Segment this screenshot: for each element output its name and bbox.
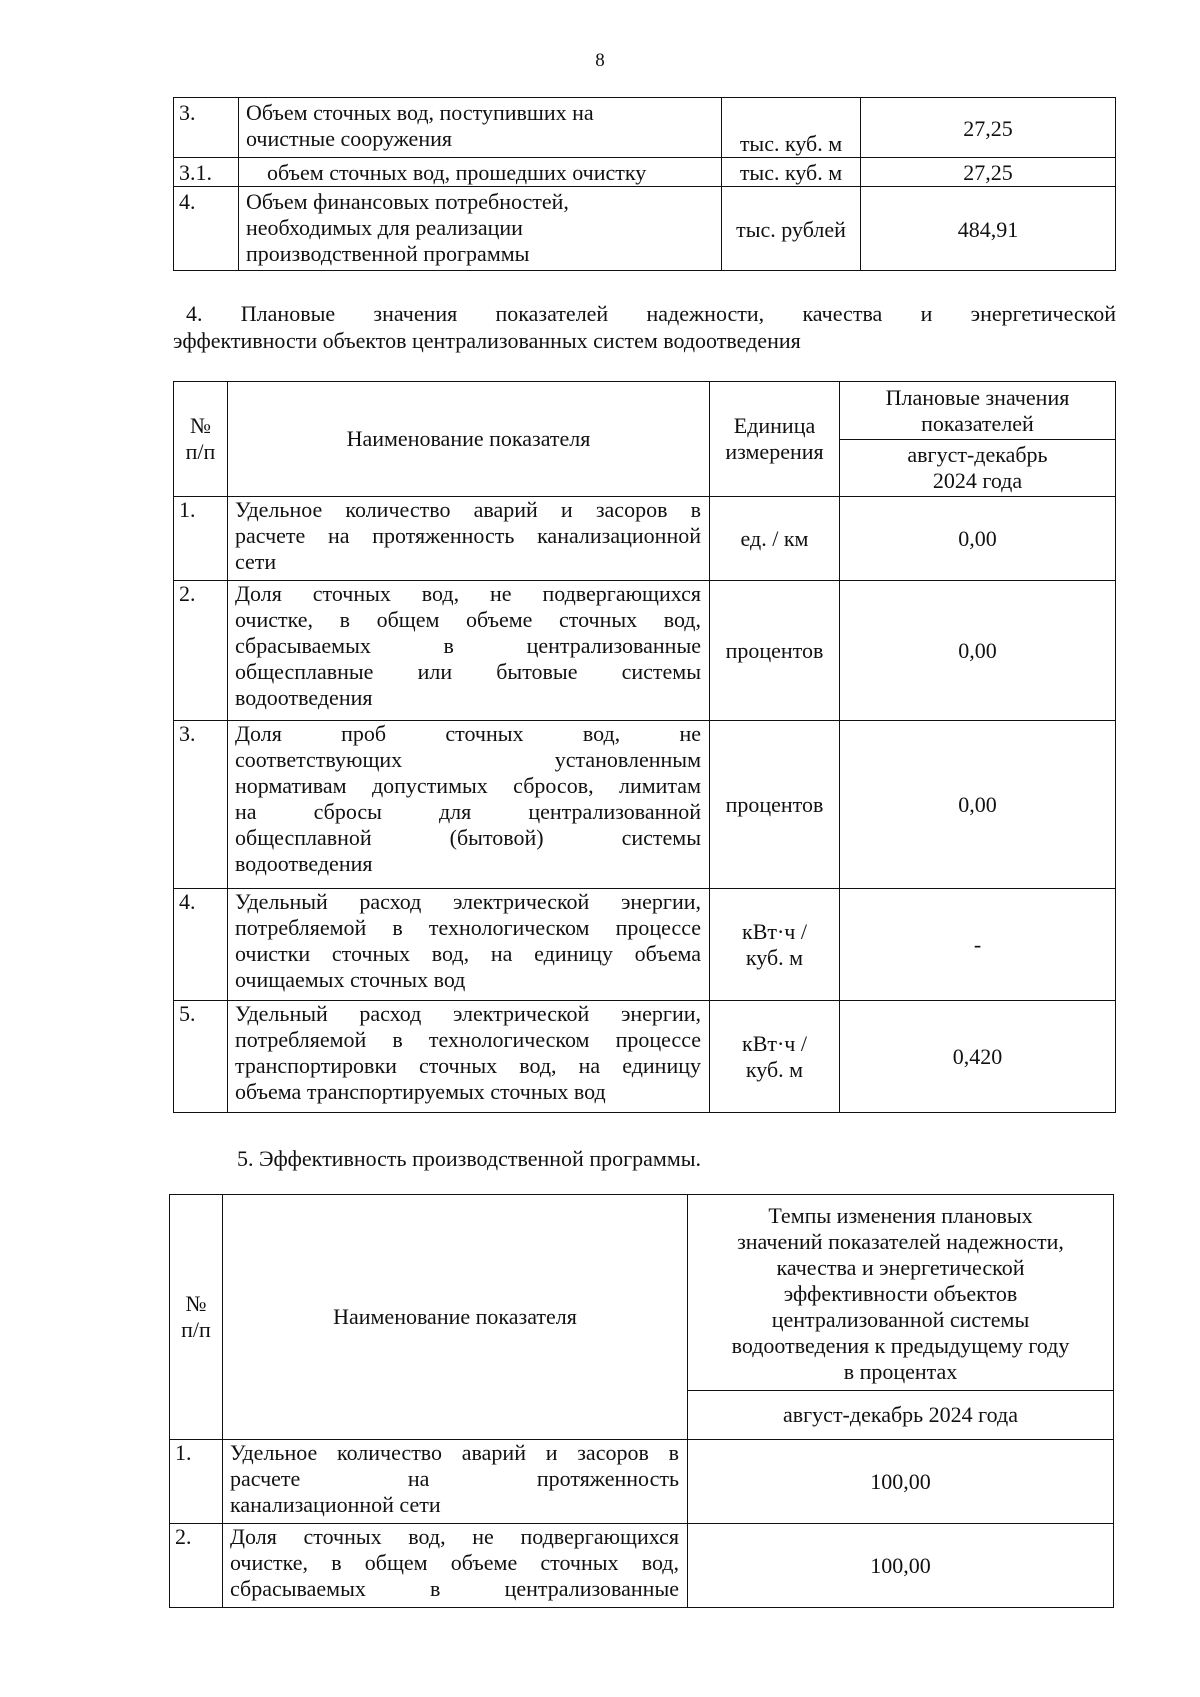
page-number: 8 <box>595 50 605 71</box>
row-name <box>239 158 722 187</box>
header-name: Наименование показателя <box>228 382 710 497</box>
row-value: 0,00 <box>840 497 1116 581</box>
row-name <box>228 889 710 1001</box>
row-number: 3.1. <box>174 158 239 187</box>
row-value: 0,00 <box>840 581 1116 721</box>
reliability-indicators-table <box>173 381 1116 1113</box>
row-name-line: Доля проб сточных вод, не <box>235 721 701 746</box>
row-name <box>239 98 722 158</box>
row-value: 100,00 <box>688 1524 1114 1608</box>
row-unit-line: кВт·ч / <box>742 918 807 944</box>
row-name-line: Удельный расход электрической энергии, <box>235 1001 701 1026</box>
header-period-line: 2024 года <box>932 468 1023 493</box>
production-program-table-continued <box>173 97 1116 271</box>
table-row <box>174 98 1116 158</box>
row-name-line: Объем финансовых потребностей, <box>246 189 569 214</box>
header-num-line: п/п <box>181 1317 211 1342</box>
row-number: 1. <box>174 497 228 581</box>
row-name-line: очищаемых сточных вод <box>235 967 466 992</box>
row-value: - <box>840 889 1116 1001</box>
header-rate-line: в процентах <box>843 1358 958 1384</box>
header-unit-line: Единица <box>733 413 816 438</box>
row-name <box>239 187 722 271</box>
header-period <box>840 440 1116 497</box>
row-name <box>223 1524 688 1608</box>
row-unit: ед. / км <box>710 497 840 581</box>
header-period-line: август-декабрь <box>907 442 1048 467</box>
row-value: 0,00 <box>840 721 1116 889</box>
row-number: 3. <box>174 98 239 158</box>
row-name <box>228 1001 710 1113</box>
row-name-line: общесплавной (бытовой) системы <box>235 825 701 850</box>
row-name <box>228 581 710 721</box>
row-unit-line: куб. м <box>745 1056 804 1082</box>
row-name-line: очистные сооружения <box>246 126 452 151</box>
row-unit: процентов <box>710 721 840 889</box>
row-name-line: очистке, в общем объеме сточных вод, <box>235 607 701 632</box>
row-number: 5. <box>174 1001 228 1113</box>
row-name-line: водоотведения <box>235 685 373 710</box>
table-header-row <box>170 1195 1114 1391</box>
table-row <box>174 1001 1116 1113</box>
header-name: Наименование показателя <box>223 1195 688 1440</box>
table-row <box>170 1440 1114 1524</box>
row-name-line: сбрасываемых в централизованные <box>235 633 701 658</box>
row-unit: тыс. куб. м <box>722 158 861 187</box>
row-unit-line: кВт·ч / <box>742 1030 807 1056</box>
row-number: 4. <box>174 187 239 271</box>
table-row <box>174 158 1116 187</box>
section-5-heading: 5. Эффективность производственной программы. <box>237 1146 702 1171</box>
table-header-row <box>174 382 1116 440</box>
row-name-line: расчете на протяженность <box>230 1466 679 1491</box>
row-number: 2. <box>170 1524 223 1608</box>
header-period: август-декабрь 2024 года <box>688 1391 1114 1440</box>
row-unit <box>710 1001 840 1113</box>
row-value: 0,420 <box>840 1001 1116 1113</box>
row-name-line: Доля сточных вод, не подвергающихся <box>235 581 701 606</box>
row-unit: тыс. куб. м <box>722 98 861 158</box>
row-unit <box>710 889 840 1001</box>
row-name-line: общесплавные или бытовые системы <box>235 659 701 684</box>
row-name <box>223 1440 688 1524</box>
header-rate-line: Темпы изменения плановых <box>768 1202 1033 1228</box>
row-name-line: объем сточных вод, прошедших очистку <box>267 160 647 185</box>
table-row <box>174 721 1116 889</box>
row-number: 4. <box>174 889 228 1001</box>
row-name-line: Удельный расход электрической энергии, <box>235 889 701 914</box>
row-name-line: на сбросы для централизованной <box>235 799 701 824</box>
row-name-line: нормативам допустимых сбросов, лимитам <box>235 773 701 798</box>
efficiency-table <box>169 1194 1114 1608</box>
row-name <box>228 497 710 581</box>
header-num <box>174 382 228 497</box>
header-rate-line: водоотведения к предыдущему году <box>731 1332 1070 1358</box>
header-num-line: № <box>185 1291 207 1316</box>
row-name-line: транспортировки сточных вод, на единицу <box>235 1053 701 1078</box>
row-name-line: очистке, в общем объеме сточных вод, <box>230 1550 679 1575</box>
row-name-line: канализационной сети <box>230 1492 441 1517</box>
row-name-line: водоотведения <box>235 851 373 876</box>
header-unit <box>710 382 840 497</box>
row-number: 1. <box>170 1440 223 1524</box>
row-unit: процентов <box>710 581 840 721</box>
row-number: 2. <box>174 581 228 721</box>
row-name-line: сети <box>235 549 277 574</box>
row-name-line: соответствующих установленным <box>235 747 701 772</box>
section-4-heading-line: эффективности объектов централизованных систем водоотведения <box>173 328 801 353</box>
row-name-line: необходимых для реализации <box>246 215 523 240</box>
row-number: 3. <box>174 721 228 889</box>
header-plan <box>840 382 1116 440</box>
header-num-line: п/п <box>185 439 216 464</box>
header-plan-line: показателей <box>921 410 1034 436</box>
header-unit-line: измерения <box>725 439 824 464</box>
header-rate-line: эффективности объектов <box>783 1280 1018 1306</box>
row-name-line: очистки сточных вод, на единицу объема <box>235 941 701 966</box>
table-row <box>174 581 1116 721</box>
table-row <box>174 497 1116 581</box>
table-row <box>170 1524 1114 1608</box>
section-4-heading <box>173 300 1116 354</box>
row-name-line: Объем сточных вод, поступивших на <box>246 100 594 125</box>
table-row <box>174 187 1116 271</box>
row-value: 484,91 <box>861 187 1116 271</box>
header-num-line: № <box>190 413 211 438</box>
header-rate <box>688 1195 1114 1391</box>
row-name-line: потребляемой в технологическом процессе <box>235 1027 701 1052</box>
header-num <box>170 1195 223 1440</box>
header-rate-line: качества и энергетической <box>776 1254 1025 1280</box>
row-value: 27,25 <box>861 158 1116 187</box>
row-name-line: сбрасываемых в централизованные <box>230 1576 679 1601</box>
row-name <box>228 721 710 889</box>
table-row <box>174 889 1116 1001</box>
row-name-line: расчете на протяженность канализационной <box>235 523 701 548</box>
row-name-line: Удельное количество аварий и засоров в <box>230 1440 679 1465</box>
row-name-line: объема транспортируемых сточных вод <box>235 1079 606 1104</box>
header-plan-line: Плановые значения <box>885 384 1070 410</box>
row-value: 27,25 <box>861 98 1116 158</box>
row-name-line: потребляемой в технологическом процессе <box>235 915 701 940</box>
header-rate-line: централизованной системы <box>771 1306 1030 1332</box>
section-4-heading-line: 4. Плановые значения показателей надежности, качества и энергетической <box>186 301 1116 326</box>
row-value: 100,00 <box>688 1440 1114 1524</box>
row-name-line: производственной программы <box>246 241 530 266</box>
row-unit-line: куб. м <box>745 944 804 970</box>
row-unit: тыс. рублей <box>722 187 861 271</box>
row-name-line: Удельное количество аварий и засоров в <box>235 497 701 522</box>
row-name-line: Доля сточных вод, не подвергающихся <box>230 1524 679 1549</box>
header-rate-line: значений показателей надежности, <box>737 1228 1064 1254</box>
